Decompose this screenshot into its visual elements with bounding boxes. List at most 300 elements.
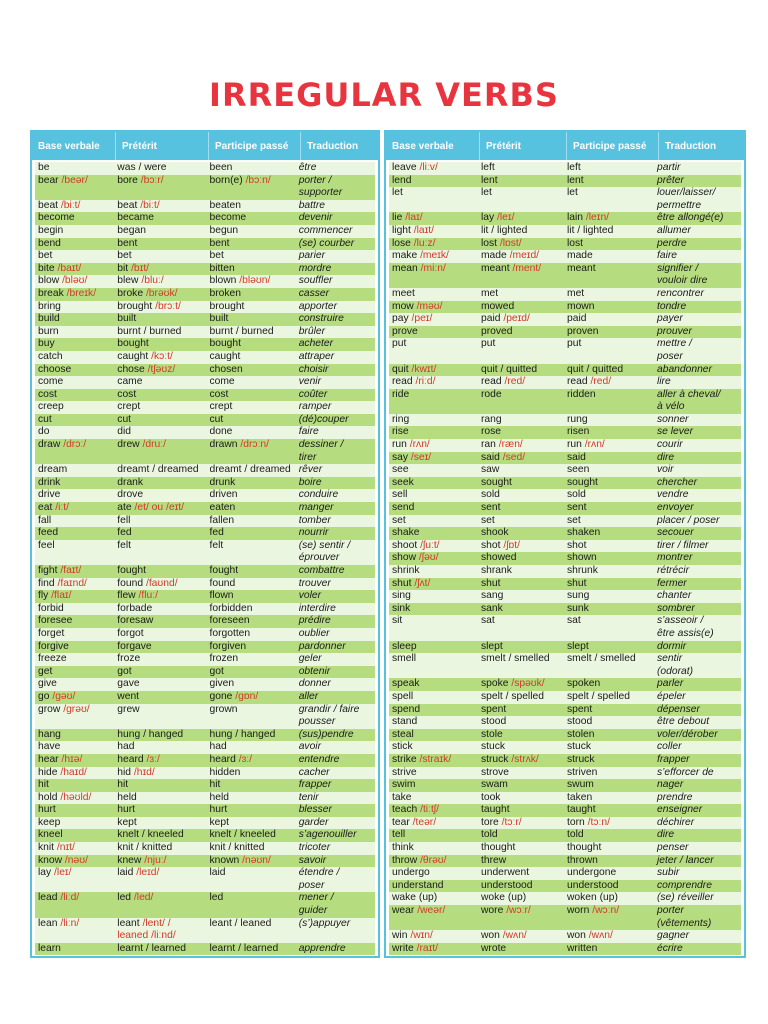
verb-participle-text: worn xyxy=(567,905,590,917)
verb-base xyxy=(389,414,478,427)
verb-base xyxy=(389,829,478,842)
verb-participle xyxy=(564,464,654,477)
verb-participle xyxy=(206,515,295,528)
verb-preterit xyxy=(478,489,564,502)
verb-base-text: shut xyxy=(392,577,412,589)
table-row xyxy=(389,464,741,477)
verb-base xyxy=(389,615,478,628)
table-header xyxy=(32,132,378,160)
verb-preterit xyxy=(114,162,206,175)
verb-base-text: ring xyxy=(392,413,410,425)
verb-preterit-text: swam xyxy=(480,779,508,791)
verb-participle xyxy=(564,175,654,188)
verb-translation-text: aller xyxy=(298,690,319,702)
verb-translation xyxy=(654,779,741,792)
verb-base xyxy=(389,376,478,389)
verb-preterit xyxy=(478,767,564,780)
verb-translation-text: cacher xyxy=(298,766,330,778)
verb-participle xyxy=(564,892,654,905)
verb-base-text: make xyxy=(392,250,418,262)
verb-preterit xyxy=(478,527,564,540)
verb-translation-text: prêter xyxy=(656,174,684,186)
phonetic-transcription: /nɪt/ xyxy=(56,842,75,854)
verb-preterit-text: stuck xyxy=(480,741,506,753)
verb-translation-text: envoyer xyxy=(656,502,694,514)
verb-participle-text: sought xyxy=(567,476,598,488)
table-row xyxy=(35,741,375,754)
verb-participle xyxy=(206,754,295,767)
verb-base xyxy=(389,452,478,465)
verb-preterit xyxy=(478,439,564,452)
verb-participle xyxy=(206,892,295,905)
verb-participle xyxy=(564,704,654,717)
verb-base xyxy=(389,175,478,188)
verb-base-text: speak xyxy=(392,678,420,690)
verb-translation-text: donner xyxy=(298,678,331,690)
verb-translation-text: pardonner xyxy=(298,640,346,652)
verb-participle xyxy=(206,943,295,956)
verb-base xyxy=(35,477,114,490)
verb-translation-text: brûler xyxy=(298,325,326,337)
verb-preterit xyxy=(114,515,206,528)
phonetic-transcription: /miːn/ xyxy=(420,262,446,274)
verb-participle xyxy=(206,792,295,805)
verb-translation-text: être xyxy=(298,162,317,173)
verb-translation xyxy=(296,918,375,931)
table-row xyxy=(35,376,375,389)
verb-translation-text: apprendre xyxy=(298,942,346,954)
verb-preterit-text: spoke xyxy=(480,678,509,690)
verb-participle-text: frozen xyxy=(209,653,239,665)
verb-translation xyxy=(654,162,741,175)
verb-translation-text: secouer xyxy=(656,527,694,539)
verb-translation xyxy=(296,288,375,301)
verb-base xyxy=(389,439,478,452)
verb-base-text: lay xyxy=(38,867,52,879)
verb-preterit xyxy=(114,578,206,591)
verb-base-text: drink xyxy=(38,476,61,488)
verb-base xyxy=(35,364,114,377)
verb-preterit xyxy=(114,892,206,905)
verb-preterit-text: rode xyxy=(480,388,502,400)
verb-base xyxy=(35,842,114,855)
verb-translation xyxy=(654,767,741,780)
verb-participle xyxy=(564,930,654,943)
verb-participle xyxy=(206,401,295,414)
verb-participle-text: brought xyxy=(209,300,245,312)
verb-translation-text: abandonner xyxy=(656,363,712,375)
verb-translation-text: coûter xyxy=(298,388,328,400)
table-row xyxy=(389,578,741,591)
verb-preterit-text: made xyxy=(480,250,507,262)
verb-participle-text: drunk xyxy=(209,476,236,488)
verb-translation-text: fermer xyxy=(656,577,687,589)
verb-participle xyxy=(206,767,295,780)
verb-base-text: hit xyxy=(38,779,49,791)
verb-participle-text: read xyxy=(567,376,588,388)
verb-participle xyxy=(206,439,295,452)
verb-translation xyxy=(654,452,741,465)
verb-base xyxy=(35,275,114,288)
phonetic-transcription: /seɪ/ xyxy=(410,451,432,463)
verb-translation xyxy=(654,515,741,528)
table-row xyxy=(35,351,375,364)
table-row xyxy=(389,867,741,880)
verb-participle-text: foreseen xyxy=(209,615,250,627)
verb-participle xyxy=(564,414,654,427)
verb-participle xyxy=(206,817,295,830)
verb-base xyxy=(35,502,114,515)
verb-base xyxy=(389,741,478,754)
verb-base xyxy=(35,401,114,414)
phonetic-transcription: /kwɪt/ xyxy=(411,363,437,375)
verb-base xyxy=(389,817,478,830)
verb-translation-text: être allongé(e) xyxy=(656,212,724,224)
verb-translation xyxy=(296,489,375,502)
verb-translation-text: blesser xyxy=(298,804,332,816)
verb-preterit xyxy=(114,804,206,817)
verb-translation xyxy=(654,716,741,729)
verb-translation xyxy=(296,855,375,868)
verb-base xyxy=(35,376,114,389)
verb-translation xyxy=(296,275,375,288)
verb-translation-text: placer / poser xyxy=(656,514,720,526)
verb-translation xyxy=(654,867,741,880)
verb-translation xyxy=(296,540,375,565)
verb-participle-text: had xyxy=(209,741,227,753)
verb-base xyxy=(389,754,478,767)
verb-base-text: hear xyxy=(38,753,59,765)
verb-translation-text: se lever xyxy=(656,426,694,438)
verb-translation-text: geler xyxy=(298,653,322,665)
phonetic-transcription: /wʌn/ xyxy=(502,930,527,942)
verb-translation xyxy=(296,439,375,464)
verb-preterit xyxy=(114,565,206,578)
table-row xyxy=(389,829,741,842)
verb-preterit xyxy=(114,200,206,213)
phonetic-transcription: /bɔːn/ xyxy=(245,174,271,186)
verb-translation xyxy=(654,225,741,238)
table-row xyxy=(35,779,375,792)
verb-base xyxy=(35,225,114,238)
verb-preterit xyxy=(114,301,206,314)
phonetic-transcription: /θrəʊ/ xyxy=(420,854,447,866)
verb-base-text: feed xyxy=(38,527,59,539)
verb-base-text: write xyxy=(392,942,414,954)
verb-preterit-text: strove xyxy=(480,766,510,778)
verb-participle xyxy=(564,653,654,666)
table-row xyxy=(35,578,375,591)
verb-translation xyxy=(296,301,375,314)
verb-participle-text: sunk xyxy=(567,602,589,614)
verb-translation-text: construire xyxy=(298,313,344,325)
verb-participle-text: come xyxy=(209,376,235,388)
verb-base-text: pay xyxy=(392,313,409,325)
verb-preterit-text: threw xyxy=(480,854,507,866)
verb-participle xyxy=(564,565,654,578)
verb-translation-text: oublier xyxy=(298,627,330,639)
verb-base xyxy=(389,842,478,855)
verb-preterit-text: sang xyxy=(480,590,504,602)
verb-base xyxy=(35,704,114,717)
verb-participle xyxy=(564,238,654,251)
verb-translation xyxy=(296,615,375,628)
table-row xyxy=(389,653,741,678)
phonetic-transcription: /iːt/ xyxy=(55,502,69,514)
verb-translation-text: attraper xyxy=(298,350,335,362)
verb-base xyxy=(35,666,114,679)
verb-translation-text: rétrécir xyxy=(656,565,690,576)
phonetic-transcription: /faʊnd/ xyxy=(145,577,178,589)
verb-translation-text: frapper xyxy=(298,779,332,791)
table-row xyxy=(35,615,375,628)
verb-preterit xyxy=(478,829,564,842)
verb-preterit xyxy=(478,855,564,868)
verb-base xyxy=(389,540,478,553)
phonetic-transcription: /gɒn/ xyxy=(235,690,259,702)
verb-participle-text: set xyxy=(567,514,581,526)
verb-base xyxy=(35,351,114,364)
table-row xyxy=(389,288,741,301)
verb-base xyxy=(389,212,478,225)
verb-base-text: lead xyxy=(38,892,58,904)
verb-base-text: strike xyxy=(392,753,417,765)
verb-preterit-text: laid xyxy=(117,867,134,879)
verb-participle xyxy=(206,729,295,742)
verb-participle xyxy=(564,338,654,351)
verb-participle xyxy=(564,880,654,893)
verb-preterit xyxy=(478,263,564,276)
verb-preterit xyxy=(478,212,564,225)
verb-participle-text: seen xyxy=(567,464,590,476)
verb-participle xyxy=(206,691,295,704)
table-row xyxy=(35,842,375,855)
verb-translation-text: parler xyxy=(656,678,684,690)
phonetic-transcription: /leɪ/ xyxy=(54,867,72,879)
verb-base xyxy=(35,162,114,175)
verb-translation xyxy=(654,829,741,842)
verb-translation-text: chercher xyxy=(656,476,698,488)
verb-base-text: forgive xyxy=(38,640,69,652)
verb-translation xyxy=(654,691,741,704)
verb-participle-text: kept xyxy=(209,816,229,828)
verb-translation xyxy=(296,364,375,377)
verb-base-text: strive xyxy=(392,766,417,778)
verb-preterit-text: spent xyxy=(480,703,507,715)
verb-base xyxy=(389,552,478,565)
phonetic-transcription: /fluː/ xyxy=(138,590,158,602)
verb-preterit-text: said xyxy=(480,451,500,463)
verb-preterit-text: hung / hanged xyxy=(117,728,184,740)
phonetic-transcription: /biːt/ xyxy=(140,199,160,211)
verb-participle-text: cost xyxy=(209,388,229,400)
verb-preterit-text: thought xyxy=(480,842,516,854)
verb-participle-text: learnt / learned xyxy=(209,942,279,954)
verb-preterit xyxy=(114,628,206,641)
verb-translation-text: porter / supporter xyxy=(298,174,343,199)
verb-participle-text: told xyxy=(567,829,584,841)
verb-translation xyxy=(654,464,741,477)
verb-participle xyxy=(564,590,654,603)
verb-base xyxy=(35,200,114,213)
header-traduction: Traduction xyxy=(300,132,378,160)
verb-translation-text: s’agenouiller xyxy=(298,829,357,841)
verb-participle-text: bitten xyxy=(209,262,235,274)
verb-translation-text: nourrir xyxy=(298,527,329,539)
table-row xyxy=(35,502,375,515)
verb-translation-text: tenir xyxy=(298,791,319,803)
phonetic-transcription: /wɪn/ xyxy=(410,930,433,942)
table-row xyxy=(35,364,375,377)
phonetic-transcription: /ʃuːt/ xyxy=(420,539,440,551)
verb-participle-text: bet xyxy=(209,250,224,262)
table-row xyxy=(35,326,375,339)
verb-participle-text: beaten xyxy=(209,199,241,211)
phonetic-transcription: /wɔːn/ xyxy=(592,905,620,917)
verb-participle-text: forbidden xyxy=(209,602,253,614)
verb-preterit-text: struck xyxy=(480,753,509,765)
verb-preterit xyxy=(478,691,564,704)
verb-preterit-text: broke xyxy=(117,287,144,299)
verb-translation xyxy=(654,288,741,301)
verb-preterit xyxy=(478,464,564,477)
verb-base xyxy=(389,313,478,326)
verb-preterit xyxy=(114,238,206,251)
header-participe-passe: Participe passé xyxy=(208,132,300,160)
verb-participle-text: got xyxy=(209,665,224,677)
verb-translation xyxy=(654,704,741,717)
table-row xyxy=(35,565,375,578)
verb-base-text: do xyxy=(38,426,50,438)
table-row xyxy=(35,527,375,540)
verb-preterit-text: spelt / spelled xyxy=(480,690,544,702)
verb-base-text: learn xyxy=(38,942,61,954)
phonetic-transcription: /tʃəʊz/ xyxy=(147,363,176,375)
verb-translation-text: dire xyxy=(656,451,675,463)
verb-base-text: throw xyxy=(392,854,418,866)
table-row xyxy=(35,892,375,917)
table-row xyxy=(35,401,375,414)
verb-translation-text: épeler xyxy=(656,690,686,702)
verb-base xyxy=(35,943,114,956)
verb-translation xyxy=(296,779,375,792)
verb-translation xyxy=(654,804,741,817)
verb-participle xyxy=(206,162,295,175)
verb-base-text: mow xyxy=(392,300,414,312)
verb-participle xyxy=(564,477,654,490)
verb-preterit-text: foresaw xyxy=(117,615,154,627)
verb-base-text: bear xyxy=(38,174,59,186)
verb-base-text: begin xyxy=(38,224,64,236)
verb-participle xyxy=(564,489,654,502)
verb-participle-text: stood xyxy=(567,716,593,728)
verb-participle xyxy=(206,704,295,717)
verb-base xyxy=(389,464,478,477)
table-row xyxy=(35,590,375,603)
phonetic-transcription: /nəʊ/ xyxy=(64,854,88,866)
verb-translation-text: mener / guider xyxy=(298,892,334,917)
verb-base-text: feel xyxy=(38,539,55,551)
verb-participle xyxy=(206,364,295,377)
verb-base xyxy=(389,288,478,301)
verb-translation xyxy=(296,892,375,917)
verb-preterit-text: drew xyxy=(117,439,140,451)
table-row xyxy=(389,880,741,893)
table-row xyxy=(389,414,741,427)
verb-participle xyxy=(206,502,295,515)
verb-translation-text: dessiner / tirer xyxy=(298,439,344,463)
verb-participle-text: broken xyxy=(209,287,241,299)
verb-translation-text: porter (vêtements) xyxy=(656,905,712,929)
phonetic-transcription: /laɪ/ xyxy=(405,212,423,224)
verb-participle xyxy=(564,578,654,591)
verb-base xyxy=(35,515,114,528)
verb-translation-text: payer xyxy=(656,313,683,325)
verb-translation-text: grandir / faire pousser xyxy=(298,703,360,728)
verb-preterit-text: understood xyxy=(480,879,533,891)
verb-base-text: mean xyxy=(392,262,418,274)
verb-preterit xyxy=(478,943,564,956)
verb-preterit-text: lit / lighted xyxy=(480,224,528,236)
verb-base-text: undergo xyxy=(392,867,430,879)
verb-base-text: beat xyxy=(38,199,59,211)
verb-translation xyxy=(296,527,375,540)
verb-preterit xyxy=(478,426,564,439)
verb-base-text: bet xyxy=(38,250,53,262)
verb-base-text: run xyxy=(392,439,407,451)
verb-participle xyxy=(206,653,295,666)
verb-base xyxy=(35,175,114,188)
verb-preterit xyxy=(114,741,206,754)
table-row xyxy=(35,162,375,175)
verb-participle xyxy=(564,943,654,956)
verb-translation-text: déchirer xyxy=(656,816,695,828)
verb-translation-text: signifier / vouloir dire xyxy=(656,262,708,287)
verb-base-text: foresee xyxy=(38,615,73,627)
table-row xyxy=(389,389,741,414)
verb-participle xyxy=(564,364,654,377)
verb-translation xyxy=(654,590,741,603)
verb-translation-text: jeter / lancer xyxy=(656,854,714,866)
verb-translation xyxy=(654,338,741,363)
table-row xyxy=(389,779,741,792)
verb-translation xyxy=(654,943,741,956)
phonetic-transcription: /rʌn/ xyxy=(409,439,430,451)
verb-preterit xyxy=(114,691,206,704)
header-preterit: Prétérit xyxy=(479,132,566,160)
verb-participle xyxy=(564,817,654,830)
verb-preterit xyxy=(478,804,564,817)
verb-participle-text: hung / hanged xyxy=(209,728,276,740)
verb-base-text: dream xyxy=(38,464,68,476)
verb-translation xyxy=(296,729,375,742)
verb-base-text: quit xyxy=(392,363,409,375)
verb-participle xyxy=(206,829,295,842)
phonetic-transcription: /luːz/ xyxy=(413,237,436,249)
verb-participle-text: eaten xyxy=(209,502,236,514)
verb-preterit-text: hid xyxy=(117,766,132,778)
verb-translation-text: trouver xyxy=(298,577,331,589)
verb-preterit xyxy=(478,704,564,717)
verb-translation-text: interdire xyxy=(298,602,336,614)
verb-participle xyxy=(564,326,654,339)
verb-base xyxy=(35,338,114,351)
phonetic-transcription: /teər/ xyxy=(412,816,437,828)
verb-base-text: blow xyxy=(38,275,60,287)
verb-base xyxy=(35,767,114,780)
verb-base-text: say xyxy=(392,451,409,463)
verb-translation-text: obtenir xyxy=(298,665,331,677)
